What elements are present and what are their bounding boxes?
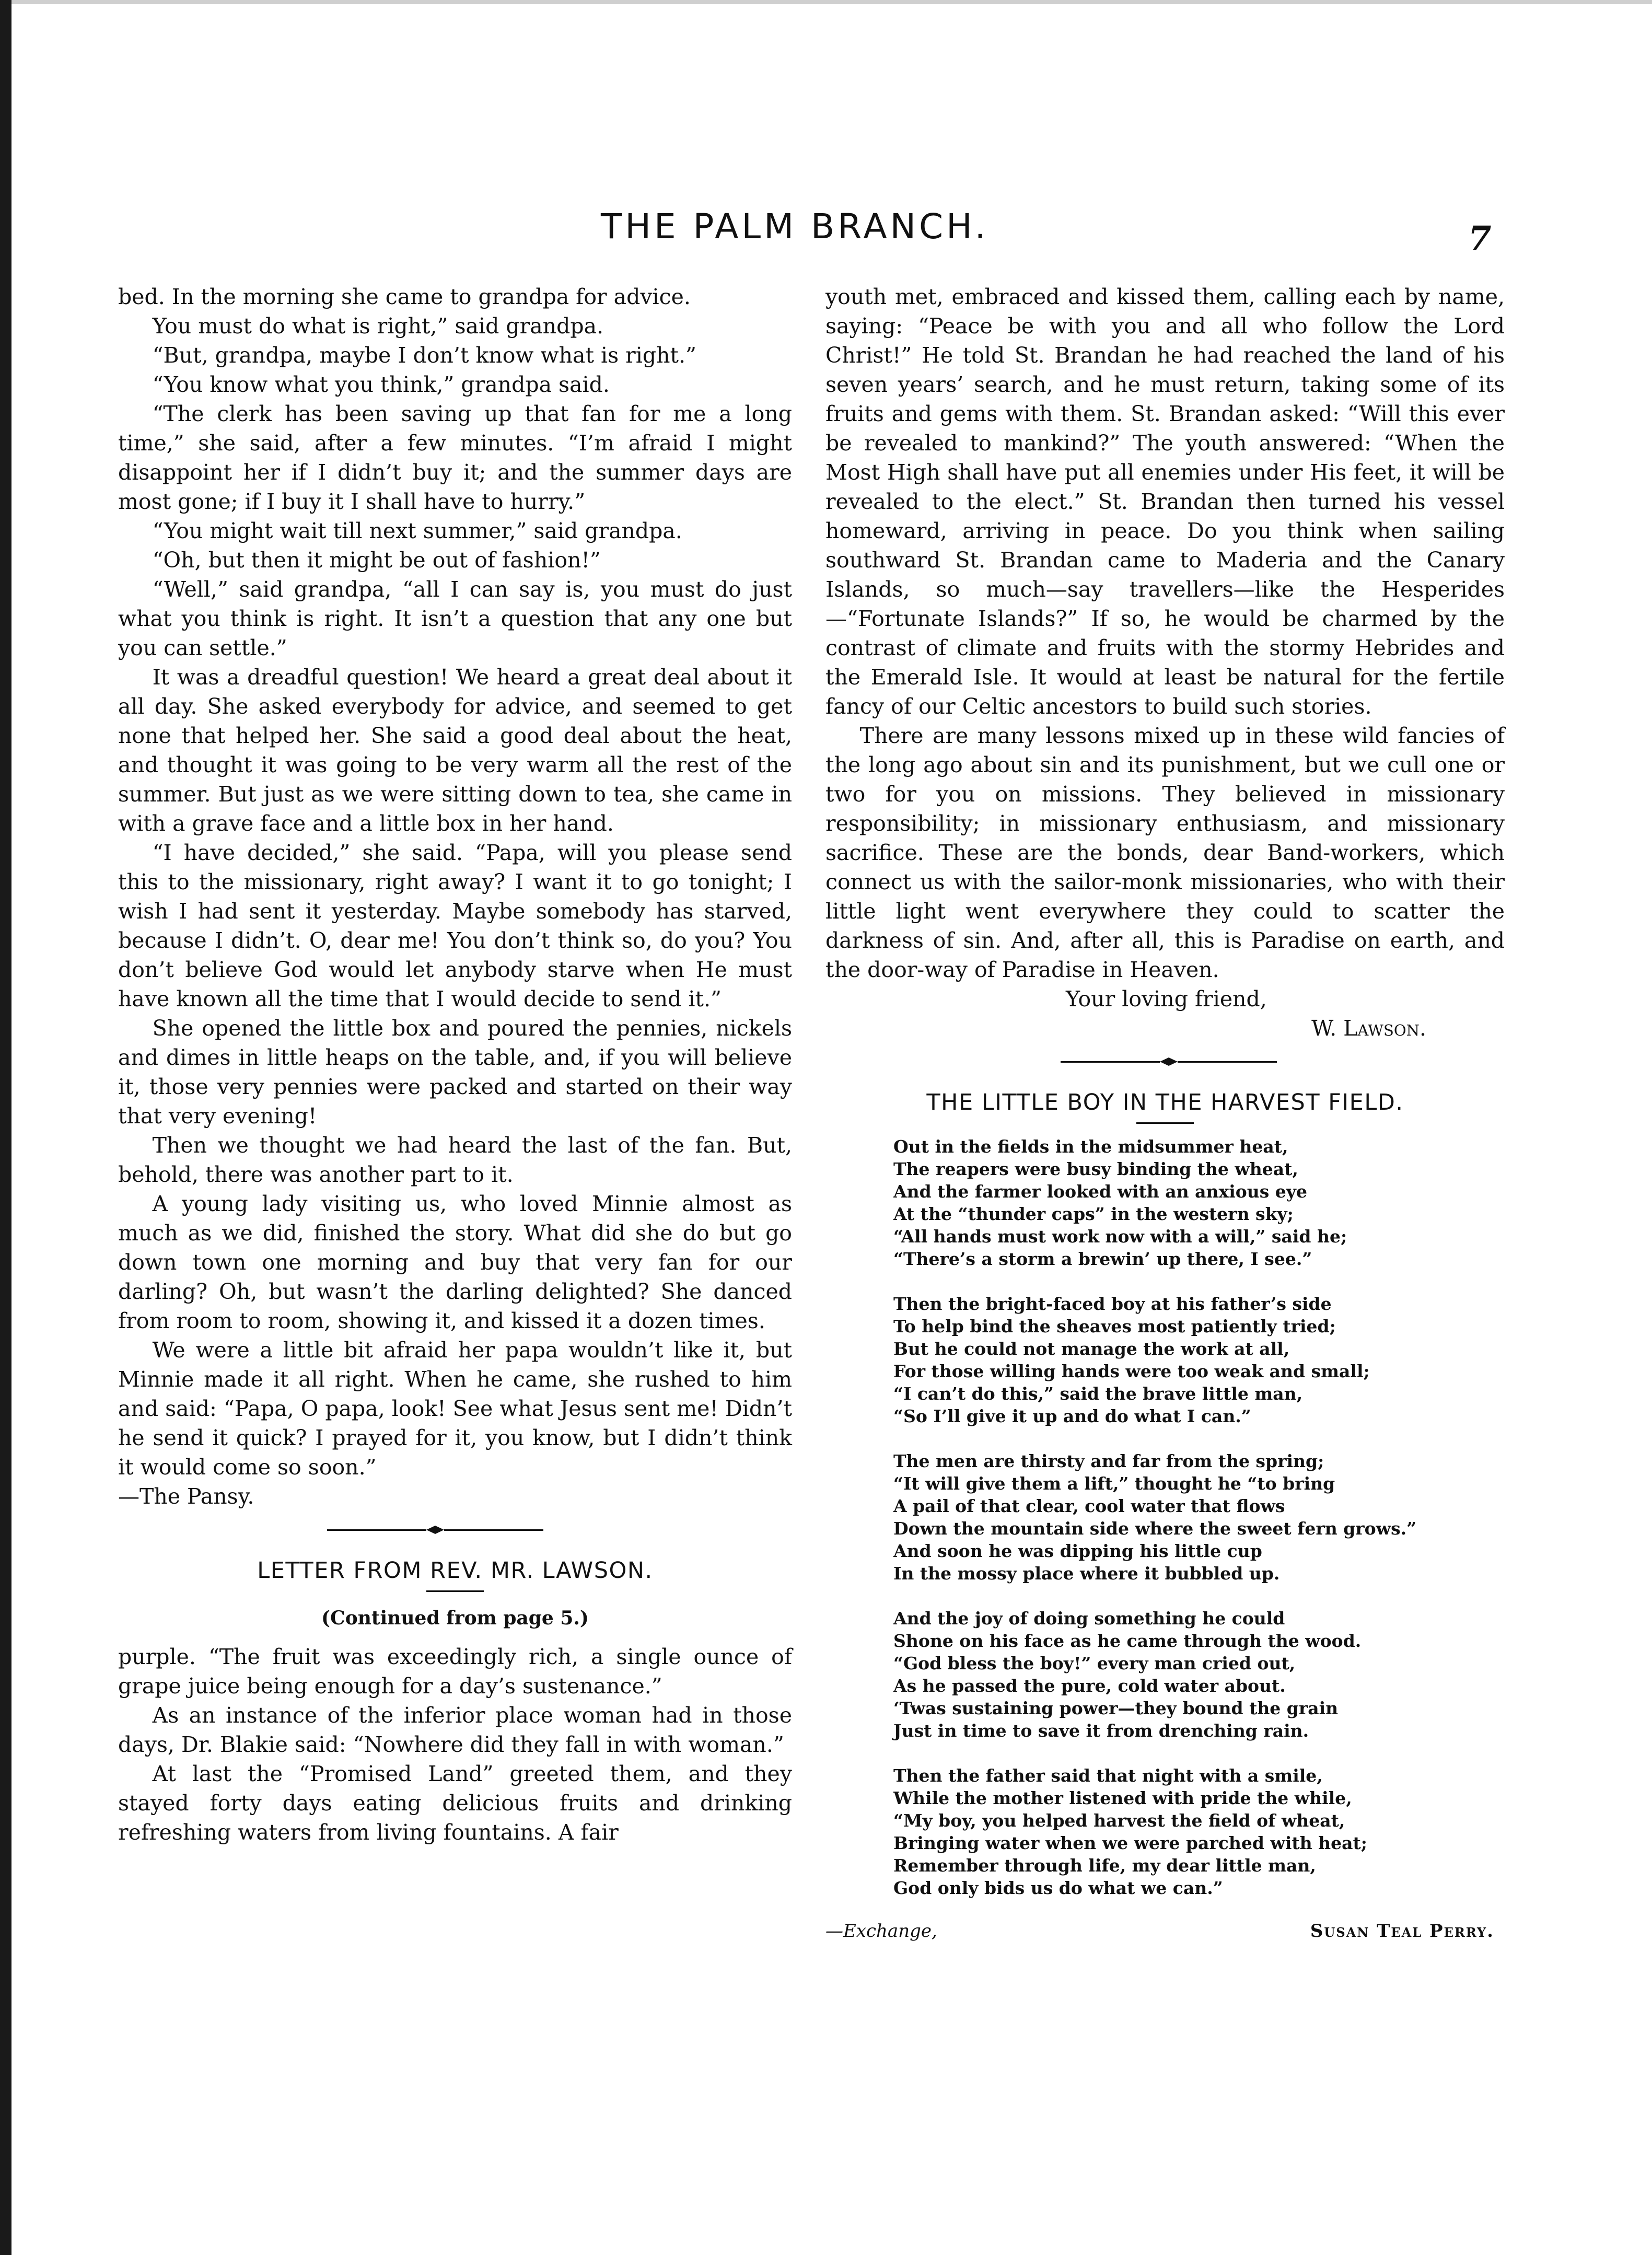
page-title: THE PALM BRANCH. <box>601 206 989 247</box>
attribution: —The Pansy. <box>118 1484 254 1509</box>
poem-line: Out in the fields in the midsummer heat, <box>893 1136 1288 1157</box>
poem-line: As he passed the pure, cold water about. <box>893 1676 1286 1696</box>
page-number: 7 <box>1468 219 1492 258</box>
paragraph: “You might wait till next summer,” said grandpa. <box>152 518 682 543</box>
poem-author: Susan Teal Perry. <box>1310 1921 1494 1942</box>
poem-line: Just in time to save it from drenching rain. <box>893 1721 1309 1741</box>
poem-stanza <box>893 1764 1505 1899</box>
poem-line: “I can’t do this,” said the brave little man, <box>893 1384 1303 1404</box>
poem-line: For those willing hands were too weak and small; <box>893 1361 1370 1381</box>
poem-line: “God bless the boy!” every man cried out, <box>893 1653 1296 1673</box>
title-rule <box>426 1590 484 1592</box>
poem-line: The men are thirsty and far from the spring; <box>893 1451 1324 1471</box>
paragraph: At last the “Promised Land” greeted them, and they stayed forty days eating delicious fruits and drinking refreshing waters from living fountains. A fair <box>118 1761 792 1845</box>
poem-stanza <box>893 1135 1505 1270</box>
right-column <box>825 282 1505 1946</box>
poem-source: —Exchange, <box>825 1921 937 1942</box>
paragraph: “I have decided,” she said. “Papa, will you please send this to the missionary, right away? I want it to go tonight; I wish I had sent it yesterday. Maybe somebody has starved, because I didn’t. O, dear me! You don’t think so, do you? You don’t believe God would let anybody starve when He must have known all the time that I would decide to send it.” <box>118 840 792 1012</box>
poem-footer <box>825 1916 1505 1946</box>
poem-line: Down the mountain side where the sweet fern grows.” <box>893 1518 1417 1539</box>
poem-line: “So I’ll give it up and do what I can.” <box>893 1406 1251 1426</box>
divider-line <box>327 1529 426 1531</box>
poem-line: “It will give them a lift,” thought he “to bring <box>893 1473 1335 1494</box>
paragraph: We were a little bit afraid her papa wouldn’t like it, but Minnie made it all right. When he came, she rushed to him and said: “Papa, O papa, look! See what Jesus sent me! Didn’t he send it quick? I prayed for it, you know, but I didn’t think it would come so soon.” <box>118 1338 792 1480</box>
divider-diamond-icon <box>1160 1057 1178 1066</box>
scan-top-edge <box>0 0 1652 4</box>
letter-closing: Your loving friend, <box>1066 986 1267 1012</box>
paragraph: “But, grandpa, maybe I don’t know what is right.” <box>152 343 696 368</box>
divider-line <box>1061 1061 1160 1063</box>
paragraph: “The clerk has been saving up that fan for me a long time,” she said, after a few minutes. “I’m afraid I might disappoint her if I didn’t buy it; and the summer days are most gone; if I buy it I shall have to hurry.” <box>118 401 792 514</box>
paragraph: There are many lessons mixed up in these wild fancies of the long ago about sin and its punishment, but we cull one or two for you on missions. They believed in missionary responsibility; in missionary enthusiasm, and missionary sacrifice. These are the bonds, dear Band-workers, which connect us with the sailor-monk missionaries, who with their little light went everywhere they could to scatter the darkness of sin. And, after all, this is Paradise on earth, and the door-way of Paradise in Heaven. <box>825 723 1505 982</box>
divider-diamond-icon <box>426 1526 444 1534</box>
poem-line: “There’s a storm a brewin’ up there, I see.” <box>893 1249 1312 1269</box>
paragraph: As an instance of the inferior place woman had in those days, Dr. Blakie said: “Nowhere did they fall in with woman.” <box>118 1703 792 1757</box>
poem-line: And the joy of doing something he could <box>893 1608 1285 1629</box>
letter-title: LETTER FROM REV. MR. LAWSON. <box>257 1557 653 1584</box>
scan-left-edge <box>0 0 11 2255</box>
poem-line: ‘Twas sustaining power—they bound the grain <box>893 1698 1339 1718</box>
poem-line: The reapers were busy binding the wheat, <box>893 1159 1298 1179</box>
left-column <box>118 282 792 1847</box>
poem-line: And the farmer looked with an anxious eye <box>893 1181 1307 1202</box>
paragraph: purple. “The fruit was exceedingly rich, a single ounce of grape juice being enough for a day’s sustenance.” <box>118 1644 792 1699</box>
page-header <box>0 206 1652 264</box>
divider-line <box>1178 1061 1277 1063</box>
divider-line <box>444 1529 543 1531</box>
paragraph: She opened the little box and poured the pennies, nickels and dimes in little heaps on the table, and, if you will believe it, those very pennies were packed and started on their way that very evening! <box>118 1016 792 1129</box>
poem-line: Bringing water when we were parched with heat; <box>893 1833 1367 1853</box>
poem-stanza <box>893 1450 1505 1585</box>
paragraph: “Well,” said grandpa, “all I can say is, you must do just what you think is right. It isn’t a question that any one but you can settle.” <box>118 577 792 660</box>
title-rule <box>1136 1122 1194 1124</box>
poem <box>893 1135 1505 1899</box>
poem-line: But he could not manage the work at all, <box>893 1339 1290 1359</box>
poem-line: “My boy, you helped harvest the field of wheat, <box>893 1810 1345 1831</box>
poem-title: THE LITTLE BOY IN THE HARVEST FIELD. <box>926 1089 1404 1115</box>
paragraph: “You know what you think,” grandpa said. <box>152 372 610 397</box>
poem-line: Remember through life, my dear little man, <box>893 1855 1316 1876</box>
poem-line: While the mother listened with pride the while, <box>893 1788 1352 1808</box>
paragraph: “Oh, but then it might be out of fashion!” <box>152 548 601 573</box>
poem-line: Then the father said that night with a smile, <box>893 1765 1323 1786</box>
poem-line: A pail of that clear, cool water that flows <box>893 1496 1285 1516</box>
poem-line: At the “thunder caps” in the western sky; <box>893 1204 1294 1224</box>
continued-note: (Continued from page 5.) <box>321 1607 589 1629</box>
poem-line: And soon he was dipping his little cup <box>893 1541 1262 1561</box>
poem-line: In the mossy place where it bubbled up. <box>893 1563 1280 1584</box>
paragraph: You must do what is right,” said grandpa. <box>152 313 604 339</box>
paragraph: It was a dreadful question! We heard a great deal about it all day. She asked everybody for advice, and seemed to get none that helped her. She said a good deal about the heat, and thought it was going to be very warm all the rest of the summer. But just as we were sitting down to tea, she came in with a grave face and a little box in her hand. <box>118 665 792 836</box>
poem-stanza <box>893 1607 1505 1742</box>
paragraph: bed. In the morning she came to grandpa for advice. <box>118 284 691 309</box>
poem-line: God only bids us do what we can.” <box>893 1878 1223 1898</box>
poem-stanza <box>893 1293 1505 1427</box>
ornamental-divider <box>118 1514 792 1545</box>
paragraph: youth met, embraced and kissed them, calling each by name, saying: “Peace be with you and all who follow the Lord Christ!” He told St. Brandan he had reached the land of his seven years’ search, and he must return, taking some of its fruits and gems with them. St. Brandan asked: “Will this ever be revealed to mankind?” The youth answered: “When the Most High shall have put all enemies under His feet, it will be revealed to the elect.” St. Brandan then turned his vessel homeward, arriving in peace. Do you think when sailing southward St. Brandan came to Maderia and the Canary Islands, so much—say travellers—like the Hesperides—“Fortunate Islands?” If so, he would be charmed by the contrast of climate and fruits with the stormy Hebrides and the Emerald Isle. It would at least be natural for the fertile fancy of our Celtic ancestors to build such stories. <box>825 284 1505 719</box>
paragraph: Then we thought we had heard the last of the fan. But, behold, there was another part to it. <box>118 1133 792 1187</box>
poem-line: Then the bright-faced boy at his father’s side <box>893 1294 1332 1314</box>
paragraph: A young lady visiting us, who loved Minnie almost as much as we did, finished the story. What did she do but go down town one morning and buy that very fan for our darling? Oh, but wasn’t the darling delighted? She danced from room to room, showing it, and kissed it a dozen times. <box>118 1191 792 1333</box>
letter-signature: W. Lawson. <box>1311 1016 1426 1041</box>
poem-line: “All hands must work now with a will,” said he; <box>893 1226 1347 1247</box>
poem-line: Shone on his face as he came through the wood. <box>893 1631 1362 1651</box>
poem-line: To help bind the sheaves most patiently tried; <box>893 1316 1336 1336</box>
ornamental-divider <box>825 1046 1505 1077</box>
